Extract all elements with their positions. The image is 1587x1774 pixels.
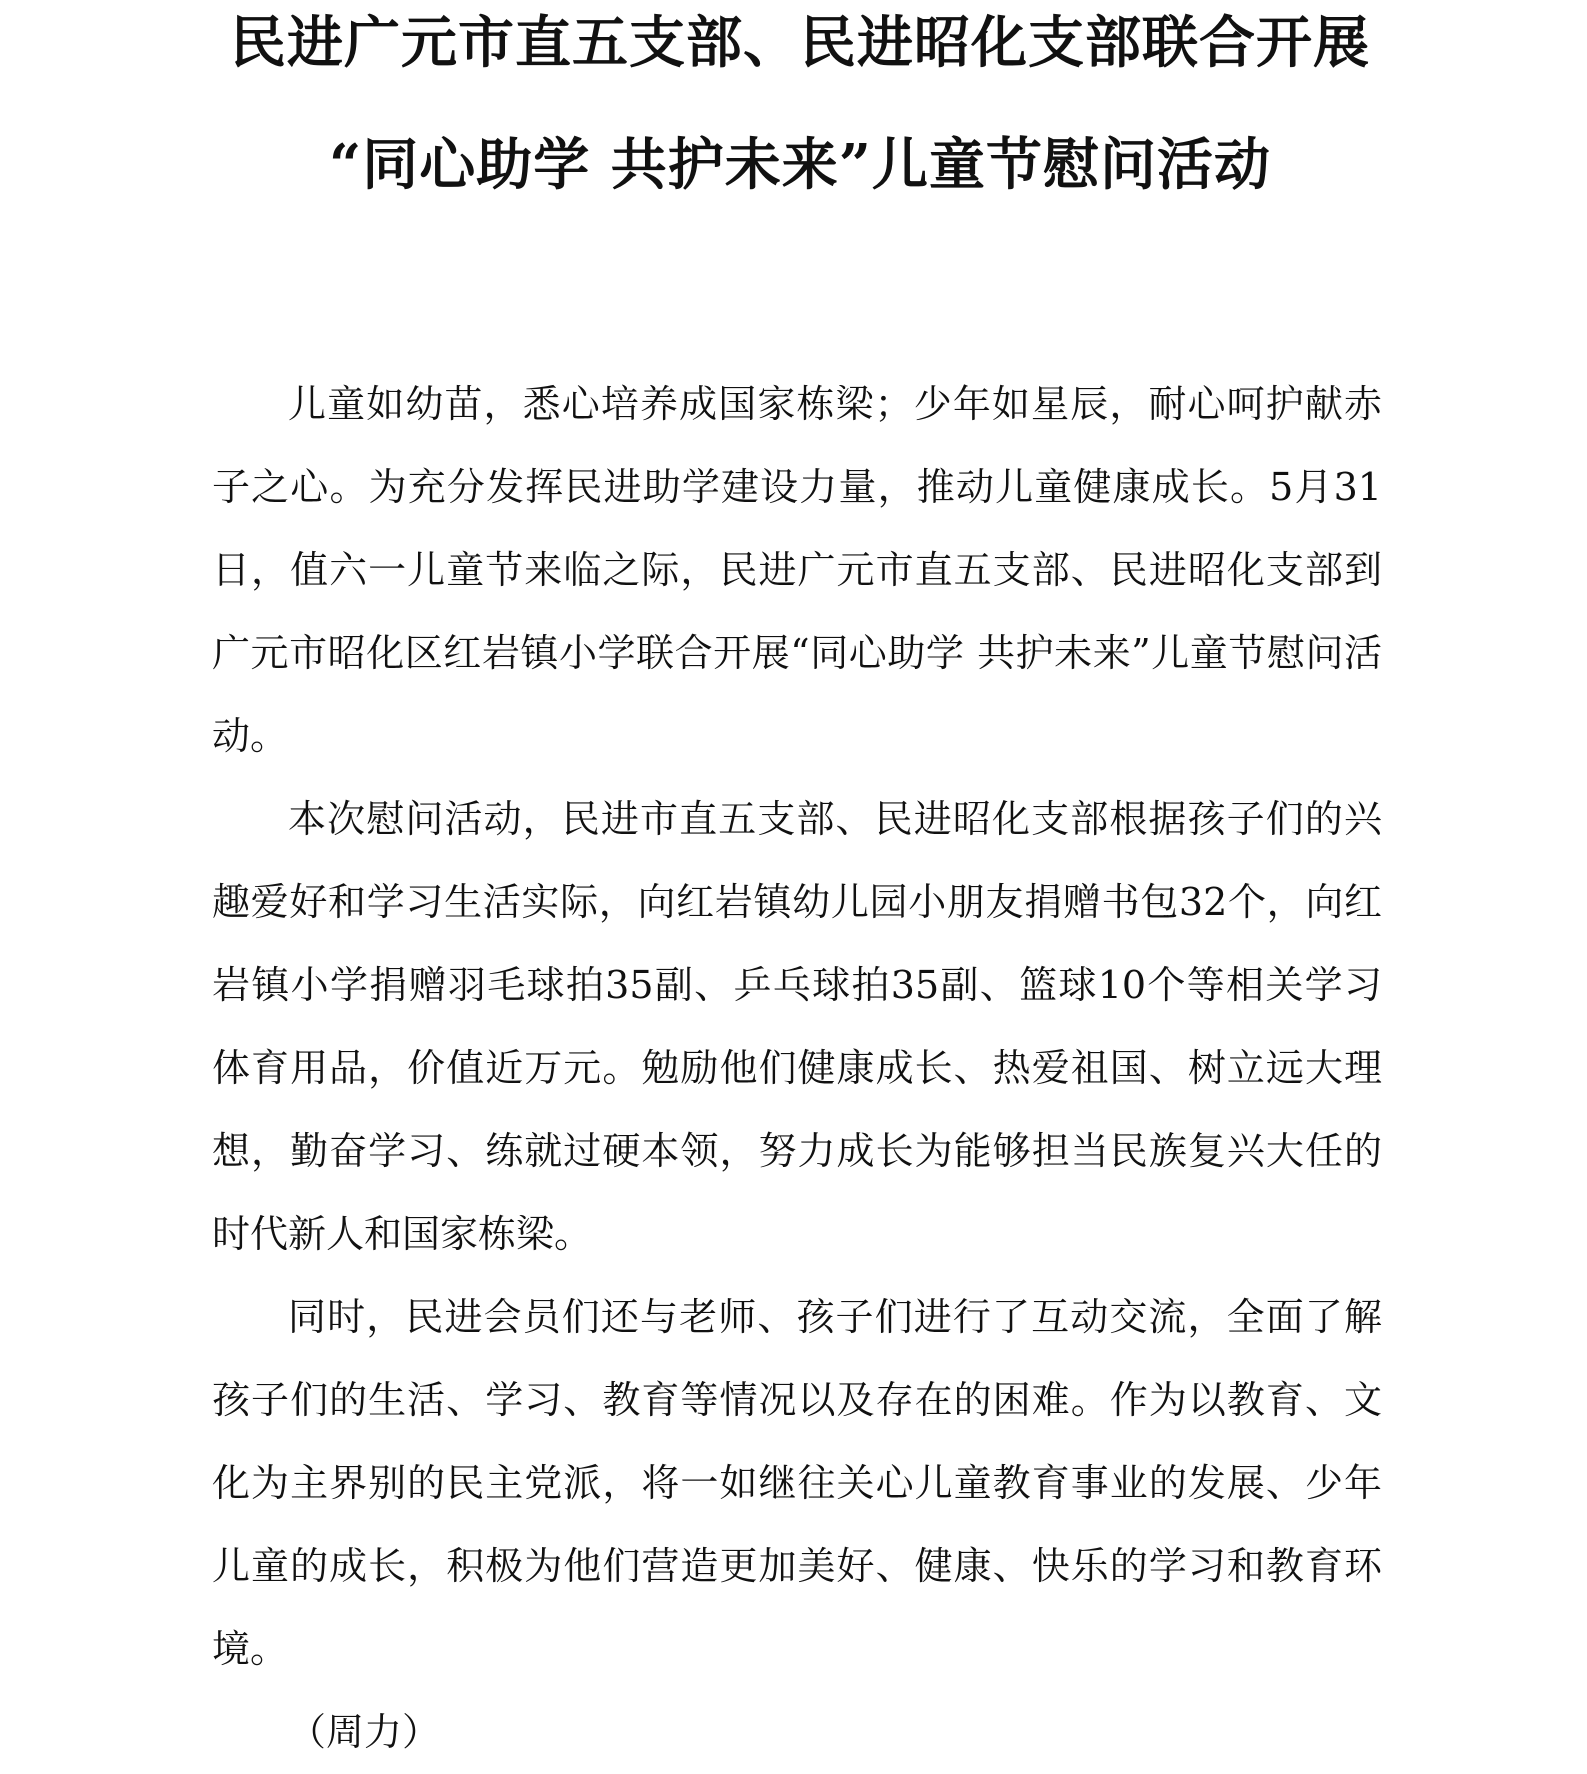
paragraph-2: 本次慰问活动，民进市直五支部、民进昭化支部根据孩子们的兴趣爱好和学习生活实际，向红岩镇幼儿园小朋友捐赠书包32个，向红岩镇小学捐赠羽毛球拍35副、乒乓球拍35副、篮球10个等相关学习体育用品，价值近万元。勉励他们健康成长、热爱祖国、树立远大理想，勤奋学习、练就过硬本领，努力成长为能够担当民族复兴大任的时代新人和国家栋梁。 [212, 797, 1382, 1256]
paragraph-3: 同时，民进会员们还与老师、孩子们进行了互动交流，全面了解孩子们的生活、学习、教育等情况以及存在的困难。作为以教育、文化为主界别的民主党派，将一如继往关心儿童教育事业的发展、少年儿童的成长，积极为他们营造更加美好、健康、快乐的学习和教育环境。 [212, 1295, 1382, 1671]
author-signature: （周力） [288, 1710, 441, 1754]
document-title-line-1: 民进广元市直五支部、民进昭化支部联合开展 [230, 10, 1370, 76]
document-title-line-2: “同心助学 共护未来”儿童节慰问活动 [329, 132, 1271, 198]
document-body [212, 363, 1382, 1774]
paragraph-1: 儿童如幼苗，悉心培养成国家栋梁；少年如星辰，耐心呵护献赤子之心。为充分发挥民进助学建设力量，推动儿童健康成长。5月31日，值六一儿童节来临之际，民进广元市直五支部、民进昭化支部到广元市昭化区红岩镇小学联合开展“同心助学 共护未来”儿童节慰问活动。 [212, 382, 1382, 758]
